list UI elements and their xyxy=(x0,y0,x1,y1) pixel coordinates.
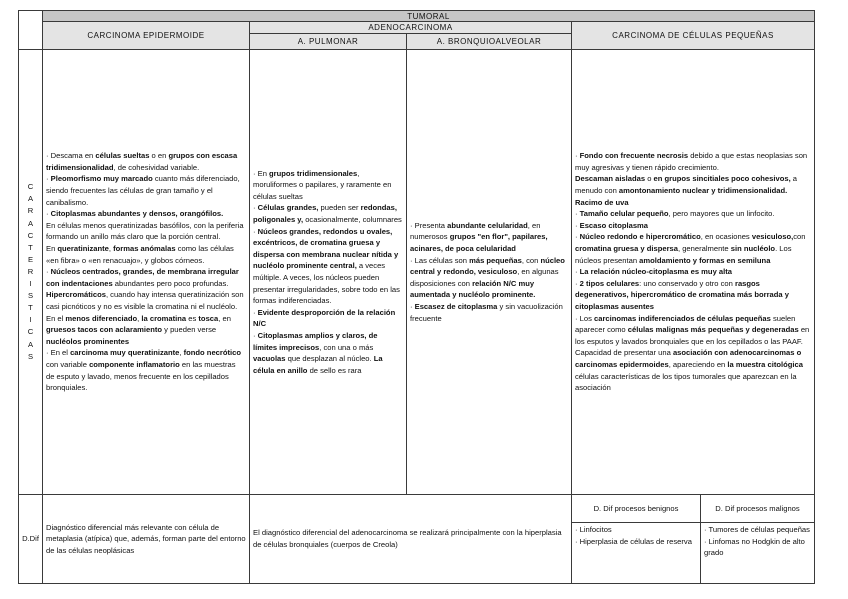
text-run: en los esputos y lavados bronquiales que en los cepillados o las PAAF. xyxy=(575,325,810,346)
text-run: vesiculoso, xyxy=(751,232,794,242)
text-run: · xyxy=(253,203,258,213)
text-run: Núcleos grandes, redondos u ovales, excéntricos, de cromatina gruesa y dispersa con membrana nuclear nítida y nucléolo prominente central, xyxy=(253,226,399,271)
ddif-adeno-text: El diagnóstico diferencial del adenocarcinoma se realizará principalmente con la hiperplasia de células bronquiales (cuerpos de Creola) xyxy=(253,528,562,549)
text-run: con variable xyxy=(46,359,90,369)
pulmonar-paragraph xyxy=(253,307,403,330)
text-run: La relación núcleo-citoplasma es muy alta xyxy=(579,267,732,277)
text-run: Citoplasmas abundantes y densos, orangófilos. xyxy=(50,209,224,219)
text-run: , en numerosos xyxy=(410,220,541,242)
text-run: Escaso citoplasma xyxy=(579,220,649,230)
text-run: redondas, poligonales y, xyxy=(253,203,397,225)
text-run: grupos tridimensionales xyxy=(269,168,358,178)
text-run: fondo necrótico xyxy=(183,348,241,358)
text-run: o en xyxy=(149,151,169,161)
text-run: · En el xyxy=(46,348,71,358)
label-letter: E xyxy=(27,254,34,264)
text-run: , en ocasiones xyxy=(700,232,752,242)
text-run: abundante celularidad xyxy=(447,220,528,230)
pequenas-paragraph xyxy=(575,150,811,173)
text-run: Citoplasmas amplios y claros, de límites imprecisos xyxy=(253,330,378,352)
ddif-benignos-header: D. Dif procesos benignos xyxy=(571,494,701,523)
epidermoide-paragraph xyxy=(46,150,246,173)
text-run: suelen aparecer como xyxy=(575,313,796,335)
pulmonar-paragraph xyxy=(253,226,403,307)
text-run: asociación con adenocarcinomas o carcinomas epidermoides xyxy=(575,348,802,369)
label-letter: C xyxy=(27,230,34,240)
pulmonar-paragraph xyxy=(253,330,403,376)
pequenas-paragraph xyxy=(575,313,811,348)
corner-cell xyxy=(18,10,43,50)
bronquio-paragraph xyxy=(410,220,568,255)
ddif-benignos xyxy=(571,522,701,584)
text-run: y sin vacuolización frecuente xyxy=(410,301,563,323)
text-run: · xyxy=(575,220,580,230)
text-run: formas anómalas xyxy=(113,244,176,254)
label-letter: A xyxy=(27,194,34,204)
label-letter: A xyxy=(27,218,34,228)
text-run: más pequeñas xyxy=(469,255,522,265)
text-run: Fondo con frecuente necrosis xyxy=(579,151,689,161)
label-letter: R xyxy=(27,266,34,276)
ddif-malignos xyxy=(700,522,815,584)
epidermoide-paragraph xyxy=(46,313,246,348)
text-run: Tamaño celular pequeño xyxy=(579,209,669,219)
text-run: Escasez de citoplasma xyxy=(414,301,498,311)
text-run: carcinomas indiferenciados de células pequeñas xyxy=(594,313,771,323)
label-letter: I xyxy=(29,279,32,289)
text-run: . Los núcleos presentan xyxy=(575,244,792,265)
header-pulmonar: A. PULMONAR xyxy=(249,33,407,50)
text-run: , en algunas disposiciones con xyxy=(410,267,559,288)
text-run: La célula en anillo xyxy=(253,354,383,375)
text-run: En xyxy=(46,244,58,254)
label-letter: S xyxy=(27,351,34,361)
pequenas-paragraph xyxy=(575,173,811,208)
text-run: · xyxy=(46,209,51,219)
text-run: debido a que estas neoplasias son muy agresivas y tienen rápido crecimiento. xyxy=(575,151,808,172)
bronquioalveolar-caracteristicas xyxy=(406,49,572,495)
text-run: a menudo con xyxy=(575,174,798,196)
text-run: la cromatina xyxy=(141,313,187,323)
text-run: Pleomorfismo muy marcado xyxy=(50,174,153,184)
text-run: · xyxy=(253,226,258,236)
label-letter: A xyxy=(27,339,34,349)
text-run: vacuolas xyxy=(253,354,286,364)
pequenas-paragraph xyxy=(575,266,811,278)
text-run: Evidente desproporción de la relación N/C xyxy=(253,307,396,329)
label-letter: T xyxy=(28,303,33,313)
text-run: : uno conservado y otro con xyxy=(639,278,735,288)
text-run: , en xyxy=(218,313,231,323)
text-run: , xyxy=(108,244,114,254)
text-run: Núcleos centrados, grandes, de membrana irregular con indentaciones xyxy=(46,267,239,288)
pequenas-paragraph xyxy=(575,278,811,313)
text-run: , xyxy=(137,313,142,323)
text-run: · Presenta xyxy=(410,220,448,230)
text-run: amoldamiento y formas en semiluna xyxy=(639,255,771,265)
bronquio-paragraph xyxy=(410,301,568,324)
text-run: · xyxy=(253,307,258,317)
text-run: , cuando hay intensa queratinización son casi picnóticos y no es visible la cromatina ni el nucléolo. xyxy=(46,290,244,311)
header-bronquioalveolar: A. BRONQUIOALVEOLAR xyxy=(406,33,572,50)
text-run: · xyxy=(46,267,51,277)
ddif-epidermoide-text: Diagnóstico diferencial más relevante con célula de metaplasia (atípica) que, además, forman parte del entorno de las células neoplásicas xyxy=(46,522,246,555)
ddif-adenocarcinoma xyxy=(249,494,572,584)
ddif-maligno-item: · Linfomas no Hodgkin de alto grado xyxy=(704,536,805,557)
text-run: · xyxy=(253,330,258,340)
text-run: ocasionalmente, columnares xyxy=(303,215,402,225)
text-run: núcleo central y redondo, vesiculoso xyxy=(410,255,565,277)
text-run: Células grandes, xyxy=(257,203,319,213)
text-run: · xyxy=(575,278,580,288)
text-run: es xyxy=(186,313,199,323)
text-run: a veces múltiple. A veces, los núcleos pueden presentar irregularidades, sobre todo en las formas indiferenciadas. xyxy=(253,261,400,306)
text-run: , xyxy=(179,348,184,358)
text-run: queratinizante xyxy=(57,244,109,254)
text-run: · Las células son xyxy=(410,255,470,265)
text-run: cuanto más diferenciado, siendo frecuentes las células de gran tamaño y el canibalismo. xyxy=(46,174,240,207)
text-run: grupos "en flor", papilares, acinares, de poca celularidad xyxy=(410,232,548,254)
text-run: que desplazan al núcleo. xyxy=(285,354,374,364)
celulas-pequenas-caracteristicas xyxy=(571,49,815,495)
text-run: , pero mayores que un linfocito. xyxy=(668,209,775,219)
epidermoide-paragraph xyxy=(46,208,246,220)
text-run: Núcleo redondo e hipercromático xyxy=(579,232,701,242)
text-run: · Los xyxy=(575,313,594,323)
text-run: amontonamiento nuclear y tridimensionalidad. Racimo de uva xyxy=(575,186,788,207)
text-run: la muestra citológica xyxy=(727,359,803,369)
pequenas-paragraph xyxy=(575,208,811,220)
text-run: En el xyxy=(46,313,66,323)
text-run: o xyxy=(645,174,654,184)
header-epidermoide: CARCINOMA EPIDERMOIDE xyxy=(42,21,250,50)
label-letter: R xyxy=(27,206,34,216)
text-run: · Descama en xyxy=(46,151,96,161)
ddif-epidermoide xyxy=(42,494,250,584)
text-run: carcinoma muy queratinizante xyxy=(70,348,180,358)
ddif-label: D.Dif xyxy=(18,494,43,584)
text-run: en las muestras de esputo y lavado, menos frecuente en los cepillados bronquiales. xyxy=(46,359,236,393)
text-run: como las células «en fibra» o «en renacuajo», y globos córneos. xyxy=(46,244,234,265)
text-run: Capacidad de presentar una xyxy=(575,348,673,358)
text-run: rasgos degenerativos, hipercromático de cromatina más borrada y citoplasmas ausentes xyxy=(575,278,789,311)
text-run: , con xyxy=(521,255,541,265)
text-run: componente inflamatorio xyxy=(89,359,180,369)
text-run: células malignas más pequeñas y degeneradas xyxy=(627,325,799,335)
epidermoide-paragraph xyxy=(46,243,246,266)
text-run: En células menos queratinizadas basófilos, con la periferia formando un anillo más claro que la porción central. xyxy=(46,220,244,242)
ddif-malignos-header: D. Dif procesos malignos xyxy=(700,494,815,523)
text-run: tosca xyxy=(198,313,219,323)
text-run: células sueltas xyxy=(95,151,150,161)
epidermoide-paragraph xyxy=(46,347,246,393)
text-run: relación N/C muy aumentada y nucléolo prominente. xyxy=(410,278,536,300)
text-run: en grupos sincitiales poco cohesivos, xyxy=(653,174,791,184)
text-run: Descaman aisladas xyxy=(575,174,646,184)
text-run: gruesos tacos con aclaramiento xyxy=(46,325,163,335)
text-run: células características de los tipos tumorales que aparezcan en la asociación xyxy=(575,371,797,393)
bronquio-paragraph xyxy=(410,255,568,301)
label-letter: T xyxy=(28,242,33,252)
text-run: · xyxy=(575,232,580,242)
epidermoide-paragraph xyxy=(46,220,246,243)
header-adenocarcinoma: ADENOCARCINOMA xyxy=(249,21,572,34)
ddif-benigno-item: · Hiperplasia de células de reserva xyxy=(575,536,692,546)
text-run: · xyxy=(46,174,51,184)
pequenas-paragraph xyxy=(575,347,811,393)
epidermoide-paragraph xyxy=(46,266,246,312)
caracteristicas-label xyxy=(18,49,43,495)
header-celulas-pequenas: CARCINOMA DE CÉLULAS PEQUEÑAS xyxy=(571,21,815,50)
text-run: · xyxy=(575,267,580,277)
epidermoide-paragraph xyxy=(46,173,246,208)
text-run: · xyxy=(575,209,580,219)
pequenas-paragraph xyxy=(575,231,811,266)
label-letter: I xyxy=(29,315,32,325)
text-run: · En xyxy=(253,168,270,178)
text-run: · xyxy=(575,151,580,161)
text-run: y pueden verse xyxy=(162,325,217,335)
pulmonar-paragraph xyxy=(253,202,403,225)
text-run: , apareciendo en xyxy=(668,359,728,369)
pulmonar-caracteristicas xyxy=(249,49,407,495)
ddif-maligno-item: · Tumores de células pequeñas xyxy=(704,525,810,534)
ddif-benigno-item: · Linfocitos xyxy=(575,525,612,534)
text-run: · xyxy=(410,301,415,311)
text-run: Hipercromáticos xyxy=(46,290,106,300)
text-run: pueden ser xyxy=(318,203,361,213)
pequenas-paragraph xyxy=(575,220,811,232)
label-letter: C xyxy=(27,182,34,192)
text-run: 2 tipos celulares xyxy=(579,278,640,288)
text-run: grupos con escasa tridimensionalidad xyxy=(46,151,238,172)
text-run: , moruliformes o papilares, y raramente en células sueltas xyxy=(253,168,392,201)
text-run: con xyxy=(793,232,806,242)
text-run: sin nucléolo xyxy=(730,244,776,254)
text-run: , con una o más xyxy=(319,342,374,352)
text-run: nucléolos prominentes xyxy=(46,336,130,346)
epidermoide-caracteristicas xyxy=(42,49,250,495)
text-run: menos diferenciado xyxy=(65,313,138,323)
text-run: , de cohesividad variable. xyxy=(113,162,200,172)
text-run: abundantes pero poco profundas. xyxy=(112,278,229,288)
text-run: de sello es rara xyxy=(307,365,362,375)
label-letter: S xyxy=(27,291,34,301)
header-tumoral: TUMORAL xyxy=(42,10,815,22)
text-run: cromatina gruesa y dispersa xyxy=(575,244,678,254)
pulmonar-paragraph xyxy=(253,168,403,203)
text-run: , generalmente xyxy=(677,244,731,254)
label-letter: C xyxy=(27,327,34,337)
